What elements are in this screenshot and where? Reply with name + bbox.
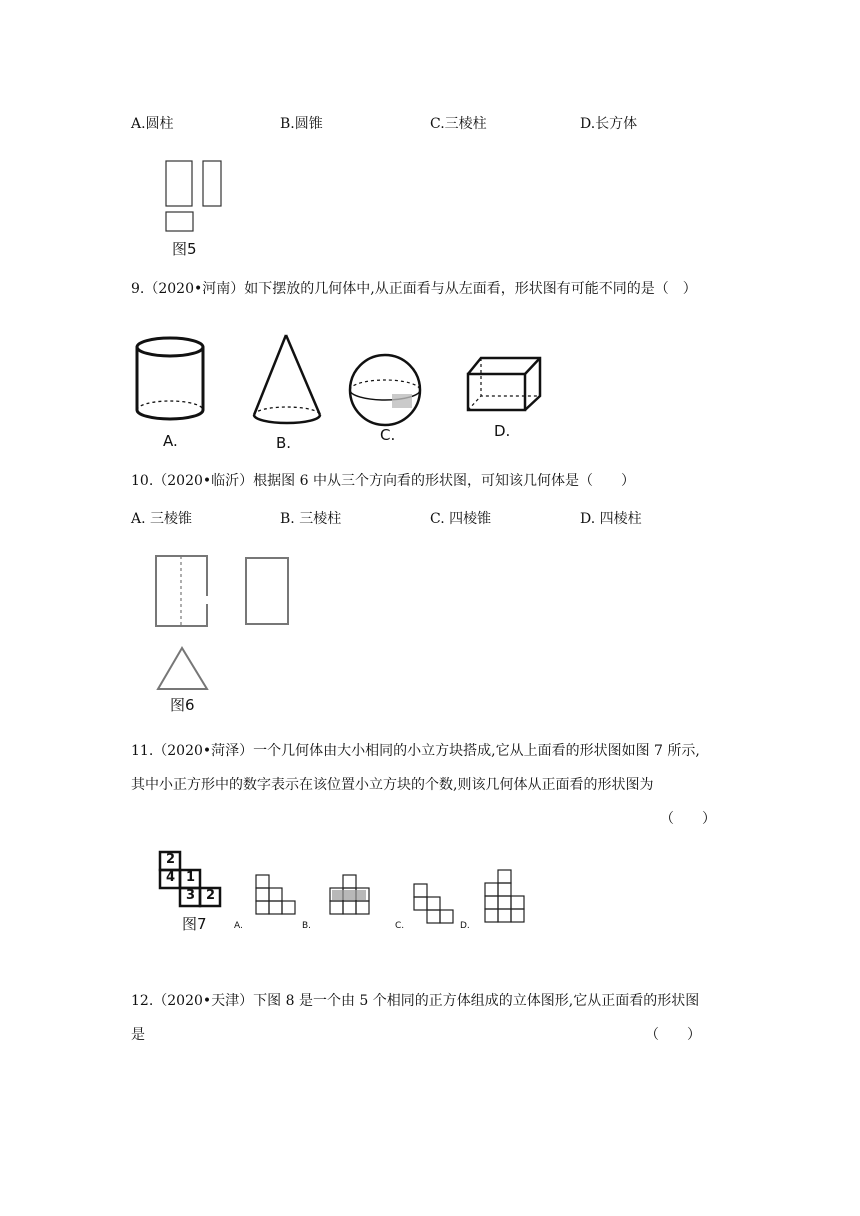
grid-number: 3 [186, 888, 196, 903]
q10-option-a: A. 三棱锥 [131, 511, 193, 527]
q9-label-a: A. [163, 432, 178, 450]
q11-option-label-a: A. [234, 921, 243, 931]
q8-option-b: B.圆锥 [280, 116, 323, 132]
q10-option-b: B. 三棱柱 [280, 511, 342, 527]
q12-answer-paren: （ ） [645, 1027, 701, 1043]
sphere-shape [350, 355, 420, 425]
figure-7-caption: 图7 [182, 915, 207, 933]
q8-option-a: A.圆柱 [131, 116, 174, 132]
q11-option-label-d: D. [460, 921, 470, 931]
figure-6-caption: 图6 [170, 696, 195, 714]
grid-number: 1 [186, 870, 196, 885]
q8-option-d: D.长方体 [580, 116, 638, 132]
cylinder-shape [137, 338, 203, 419]
q11-answer-paren: （ ） [660, 811, 716, 827]
q11-option-label-b: B. [302, 921, 312, 931]
q11-stem-line2: 其中小正方形中的数字表示在该位置小立方块的个数,则该几何体从正面看的形状图为 [131, 777, 654, 793]
option-c-front-view [414, 884, 453, 923]
q9-label-d: D. [494, 422, 511, 440]
q9-solids-figure [130, 330, 550, 430]
figure-5-caption: 图5 [172, 240, 197, 258]
grid-number: 2 [166, 852, 176, 867]
figure-6-views [150, 552, 310, 697]
grid-number: 4 [166, 870, 176, 885]
q11-stem-line1: 11.（2020•菏泽）一个几何体由大小相同的小立方块搭成,它从上面看的形状图如图 7 所示, [131, 743, 700, 759]
q10-option-d: D. 四棱柱 [580, 511, 642, 527]
q11-options-figure [230, 868, 530, 928]
q10-option-c: C. 四棱锥 [430, 511, 492, 527]
q12-stem-line1: 12.（2020•天津）下图 8 是一个由 5 个相同的正方体组成的立体图形,它从正面看的形状图 [131, 993, 700, 1009]
option-b-front-view [330, 875, 369, 914]
grid-number: 2 [206, 888, 216, 903]
q12-stem-line2: 是 [131, 1027, 145, 1043]
option-d-front-view [485, 870, 524, 922]
option-a-front-view [256, 875, 295, 914]
cuboid-shape [468, 358, 540, 410]
figure-5-views [160, 156, 230, 236]
q11-option-label-c: C. [395, 921, 405, 931]
q8-option-c: C.三棱柱 [430, 116, 487, 132]
q9-label-b: B. [276, 434, 292, 452]
cone-shape [254, 335, 320, 423]
q9-stem: 9.（2020•河南）如下摆放的几何体中,从正面看与从左面看，形状图有可能不同的是（ ） [131, 281, 697, 297]
q10-stem: 10.（2020•临沂）根据图 6 中从三个方向看的形状图，可知该几何体是（ ） [131, 473, 635, 489]
q9-label-c: C. [380, 426, 396, 444]
